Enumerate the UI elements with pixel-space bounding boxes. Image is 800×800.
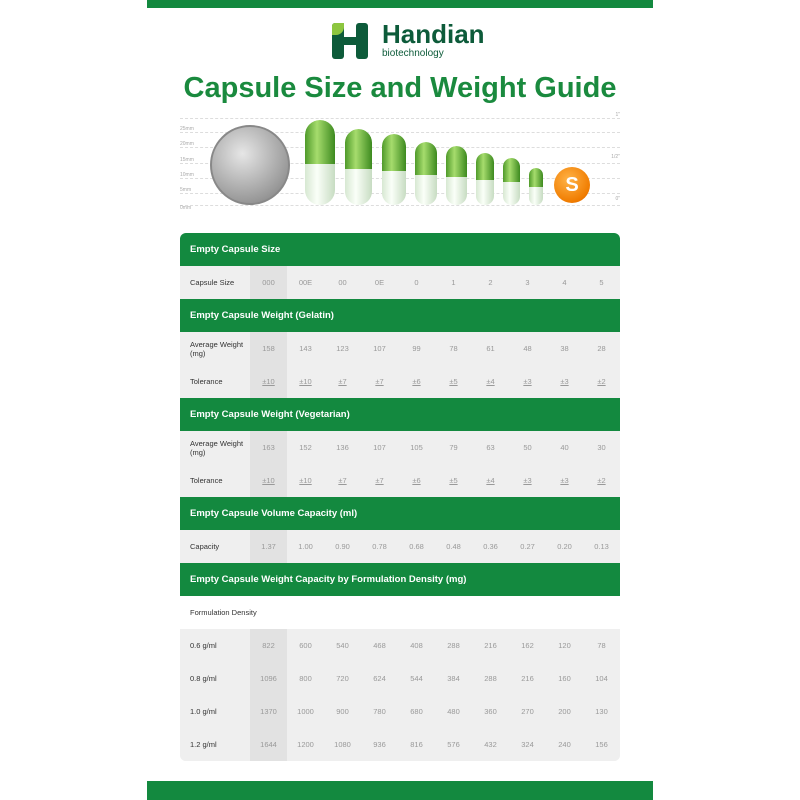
cell-value: ±2 — [597, 476, 606, 485]
cell-value: 107 — [373, 443, 386, 452]
cell-value: ±7 — [338, 476, 347, 485]
cell-value: ±4 — [486, 377, 495, 386]
table-cell — [250, 266, 287, 299]
cell-value: 324 — [521, 740, 534, 749]
cell-value: 30 — [597, 443, 606, 452]
cell-value: 0.68 — [409, 542, 424, 551]
cell-value: 0 — [414, 278, 419, 287]
cell-value: 158 — [262, 344, 275, 353]
cell-value: 468 — [373, 641, 386, 650]
brand-name: Handian — [382, 19, 485, 49]
table-cell — [361, 695, 398, 728]
ruler-mm-label: 15mm — [180, 157, 194, 163]
table-cell — [583, 332, 620, 365]
cell-value: 123 — [336, 344, 349, 353]
cell-value: 600 — [299, 641, 312, 650]
cell-value: 816 — [410, 740, 423, 749]
cell-value: 680 — [410, 707, 423, 716]
ruler-mm-label: 5mm — [180, 187, 192, 193]
section-header: Empty Capsule Size — [180, 233, 620, 266]
table-cell — [361, 662, 398, 695]
table-cell — [324, 464, 361, 497]
table-cell — [287, 530, 324, 563]
table-cell — [287, 629, 324, 662]
table-cell — [398, 464, 435, 497]
table-cell — [361, 266, 398, 299]
table-cell — [324, 530, 361, 563]
table-cell — [509, 266, 546, 299]
table-cell — [324, 662, 361, 695]
cell-value: 216 — [521, 674, 534, 683]
cell-value: 822 — [262, 641, 275, 650]
row-label: 1.2 g/ml — [190, 740, 217, 749]
cell-value: 120 — [558, 641, 571, 650]
ruler-mm-label: 0mm — [180, 205, 192, 211]
table-cell — [250, 365, 287, 398]
table-cell — [472, 629, 509, 662]
ruler-inch-label: 0" — [615, 196, 620, 202]
cell-value: ±4 — [486, 476, 495, 485]
cell-value: ±5 — [449, 377, 458, 386]
cell-value: 162 — [521, 641, 534, 650]
table-cell — [546, 431, 583, 464]
row-label: 0.8 g/ml — [190, 674, 217, 683]
table-row — [180, 728, 620, 761]
table-cell — [583, 365, 620, 398]
capsule-1-image — [476, 153, 494, 205]
ruler-inch-label: 1" — [615, 112, 620, 118]
table-cell — [583, 728, 620, 761]
table-cell — [546, 629, 583, 662]
cell-value: ±10 — [299, 377, 312, 386]
table-cell — [472, 728, 509, 761]
cell-value: 143 — [299, 344, 312, 353]
cell-value: 360 — [484, 707, 497, 716]
table-row — [180, 464, 620, 497]
table-cell — [398, 365, 435, 398]
table-cell — [250, 332, 287, 365]
cell-value: ±7 — [375, 377, 384, 386]
table-cell — [324, 695, 361, 728]
table-cell — [509, 530, 546, 563]
table-cell — [398, 431, 435, 464]
bottom-bar — [147, 781, 653, 800]
table-cell — [583, 266, 620, 299]
cell-value: ±10 — [299, 476, 312, 485]
section-header: Empty Capsule Weight (Vegetarian) — [180, 398, 620, 431]
table-cell — [398, 332, 435, 365]
table-cell — [509, 728, 546, 761]
row-label: Formulation Density — [190, 608, 257, 617]
cell-value: 1370 — [260, 707, 277, 716]
table-cell — [250, 728, 287, 761]
table-cell — [546, 530, 583, 563]
table-cell — [583, 431, 620, 464]
cell-value: 0.13 — [594, 542, 609, 551]
table-cell — [472, 332, 509, 365]
table-cell — [435, 662, 472, 695]
table-cell — [472, 431, 509, 464]
cell-value: ±6 — [412, 476, 421, 485]
table-cell — [250, 530, 287, 563]
cell-value: 0.36 — [483, 542, 498, 551]
cell-value: 1 — [451, 278, 456, 287]
cell-value: 270 — [521, 707, 534, 716]
cell-value: 288 — [484, 674, 497, 683]
cell-value: 780 — [373, 707, 386, 716]
cell-value: 107 — [373, 344, 386, 353]
cell-value: 1200 — [297, 740, 314, 749]
cell-value: 720 — [336, 674, 349, 683]
table-cell — [509, 695, 546, 728]
table-row — [180, 266, 620, 299]
table-cell — [250, 695, 287, 728]
capsule-00e-image — [345, 129, 372, 205]
cell-value: 544 — [410, 674, 423, 683]
cell-value: 480 — [447, 707, 460, 716]
cell-value: 3 — [525, 278, 530, 287]
table-row — [180, 431, 620, 464]
cell-value: 78 — [449, 344, 458, 353]
table-cell — [546, 695, 583, 728]
ruler-mm-label: 10mm — [180, 172, 194, 178]
table-cell — [361, 431, 398, 464]
capsule-0e-image — [415, 142, 437, 205]
table-cell — [324, 431, 361, 464]
cell-value: ±7 — [338, 377, 347, 386]
table-cell — [398, 695, 435, 728]
cell-value: 99 — [412, 344, 421, 353]
row-label: 1.0 g/ml — [190, 707, 217, 716]
table-cell — [472, 266, 509, 299]
capsule-2-image — [503, 158, 520, 205]
table-row — [180, 662, 620, 695]
cell-value: 48 — [523, 344, 532, 353]
cell-value: ±7 — [375, 476, 384, 485]
cell-value: 130 — [595, 707, 608, 716]
table-cell — [472, 530, 509, 563]
table-cell — [324, 728, 361, 761]
table-cell — [324, 332, 361, 365]
cell-value: 50 — [523, 443, 532, 452]
cell-value: 200 — [558, 707, 571, 716]
cell-value: 216 — [484, 641, 497, 650]
cell-value: ±2 — [597, 377, 606, 386]
cell-value: 1.00 — [298, 542, 313, 551]
ruler-inch-label: 1/2" — [611, 154, 620, 160]
capsule-3-image — [529, 168, 543, 205]
table-cell — [546, 728, 583, 761]
cell-value: 00E — [298, 278, 313, 287]
table-cell — [398, 629, 435, 662]
cell-value: 4 — [562, 278, 567, 287]
top-bar — [147, 0, 653, 8]
cell-value: 0.20 — [557, 542, 572, 551]
cell-value: 800 — [299, 674, 312, 683]
row-label: Average Weight (mg) — [190, 339, 244, 358]
table-cell — [287, 365, 324, 398]
cell-value: 61 — [486, 344, 495, 353]
table-cell — [361, 365, 398, 398]
cell-value: 384 — [447, 674, 460, 683]
table-cell — [250, 662, 287, 695]
table-cell — [287, 695, 324, 728]
table-row — [180, 629, 620, 662]
table-cell — [287, 728, 324, 761]
capsule-00-image — [382, 134, 406, 205]
table-cell — [435, 695, 472, 728]
cell-value: 105 — [410, 443, 423, 452]
table-cell — [546, 662, 583, 695]
table-cell — [324, 365, 361, 398]
table-row — [180, 596, 620, 629]
cell-value: 00 — [338, 278, 347, 287]
cell-value: ±3 — [560, 476, 569, 485]
table-cell — [287, 332, 324, 365]
row-label: Tolerance — [190, 476, 223, 485]
cell-value: ±3 — [523, 377, 532, 386]
table-cell — [435, 332, 472, 365]
table-cell — [509, 332, 546, 365]
table-row — [180, 530, 620, 563]
table-cell — [324, 266, 361, 299]
cell-value: 576 — [447, 740, 460, 749]
table-cell — [546, 464, 583, 497]
table-cell — [546, 332, 583, 365]
cell-value: 160 — [558, 674, 571, 683]
cell-value: 104 — [595, 674, 608, 683]
row-label: 0.6 g/ml — [190, 641, 217, 650]
cell-value: 0E — [374, 278, 385, 287]
table-cell — [583, 629, 620, 662]
cell-value: 78 — [597, 641, 606, 650]
cell-value: 63 — [486, 443, 495, 452]
table-cell — [250, 629, 287, 662]
cell-value: ±6 — [412, 377, 421, 386]
logo — [332, 19, 485, 59]
cell-value: 288 — [447, 641, 460, 650]
table-cell — [583, 530, 620, 563]
cell-value: 152 — [299, 443, 312, 452]
table-cell — [435, 530, 472, 563]
cell-value: 624 — [373, 674, 386, 683]
table-cell — [472, 464, 509, 497]
table-cell — [361, 530, 398, 563]
table-cell — [435, 728, 472, 761]
table-cell — [583, 695, 620, 728]
cell-value: 540 — [336, 641, 349, 650]
table-cell — [435, 266, 472, 299]
quarter-coin-image — [210, 125, 290, 205]
table-cell — [287, 464, 324, 497]
cell-value: 79 — [449, 443, 458, 452]
cell-value: 28 — [597, 344, 606, 353]
table-cell — [509, 662, 546, 695]
table-cell — [361, 464, 398, 497]
table-cell — [250, 431, 287, 464]
cell-value: 1096 — [260, 674, 277, 683]
cell-value: 1644 — [260, 740, 277, 749]
cell-value: 5 — [599, 278, 604, 287]
cell-value: 432 — [484, 740, 497, 749]
ruler-mm-label: 20mm — [180, 141, 194, 147]
brand-tagline: biotechnology — [382, 48, 444, 59]
ruler-mm-label: 25mm — [180, 126, 194, 132]
capsule-0-image — [446, 146, 467, 205]
table-cell — [398, 530, 435, 563]
cell-value: 0.48 — [446, 542, 461, 551]
cell-value: 000 — [262, 278, 275, 287]
table-cell — [398, 728, 435, 761]
cell-value: 936 — [373, 740, 386, 749]
table-cell — [398, 662, 435, 695]
table-cell — [435, 464, 472, 497]
cell-value: ±5 — [449, 476, 458, 485]
capsule-000-image — [305, 120, 335, 205]
cell-value: 240 — [558, 740, 571, 749]
table-row — [180, 365, 620, 398]
table-row — [180, 332, 620, 365]
cell-value: 136 — [336, 443, 349, 452]
section-header: Empty Capsule Weight (Gelatin) — [180, 299, 620, 332]
row-label: Capsule Size — [190, 278, 235, 287]
table-cell — [472, 365, 509, 398]
table-cell — [472, 695, 509, 728]
table-cell — [361, 629, 398, 662]
cell-value: 163 — [262, 443, 275, 452]
table-cell — [361, 728, 398, 761]
row-label: Average Weight (mg) — [190, 438, 244, 457]
table-cell — [509, 431, 546, 464]
table-cell — [287, 431, 324, 464]
cell-value: ±10 — [262, 476, 275, 485]
cell-value: 2 — [488, 278, 493, 287]
table-cell — [287, 662, 324, 695]
cell-value: 1080 — [334, 740, 351, 749]
cell-value: 408 — [410, 641, 423, 650]
section-header: Empty Capsule Weight Capacity by Formulation Density (mg) — [180, 563, 620, 596]
table-cell — [583, 464, 620, 497]
table-cell — [435, 365, 472, 398]
section-header: Empty Capsule Volume Capacity (ml) — [180, 497, 620, 530]
page-title: Capsule Size and Weight Guide — [183, 72, 617, 104]
table-cell — [472, 662, 509, 695]
cell-value: 0.78 — [372, 542, 387, 551]
cell-value: ±10 — [262, 377, 275, 386]
table-row — [180, 695, 620, 728]
table-cell — [435, 629, 472, 662]
table-cell — [435, 431, 472, 464]
cell-value: 1000 — [297, 707, 314, 716]
capsule-table — [180, 233, 620, 761]
table-cell — [509, 629, 546, 662]
cell-value: 900 — [336, 707, 349, 716]
cell-value: 156 — [595, 740, 608, 749]
cell-value: ±3 — [523, 476, 532, 485]
cell-value: 0.90 — [335, 542, 350, 551]
cell-value: 1.37 — [261, 542, 276, 551]
table-cell — [398, 266, 435, 299]
table-cell — [546, 365, 583, 398]
cell-value: 40 — [560, 443, 569, 452]
table-cell — [324, 629, 361, 662]
cell-value: ±3 — [560, 377, 569, 386]
table-cell — [250, 464, 287, 497]
table-cell — [287, 266, 324, 299]
table-cell — [583, 662, 620, 695]
cell-value: 0.27 — [520, 542, 535, 551]
softgel-icon: S — [554, 167, 590, 203]
row-label: Capacity — [190, 542, 220, 551]
table-cell — [509, 464, 546, 497]
table-cell — [509, 365, 546, 398]
logo-icon — [332, 23, 368, 59]
row-label: Tolerance — [190, 377, 223, 386]
table-cell — [361, 332, 398, 365]
table-cell — [546, 266, 583, 299]
cell-value: 38 — [560, 344, 569, 353]
